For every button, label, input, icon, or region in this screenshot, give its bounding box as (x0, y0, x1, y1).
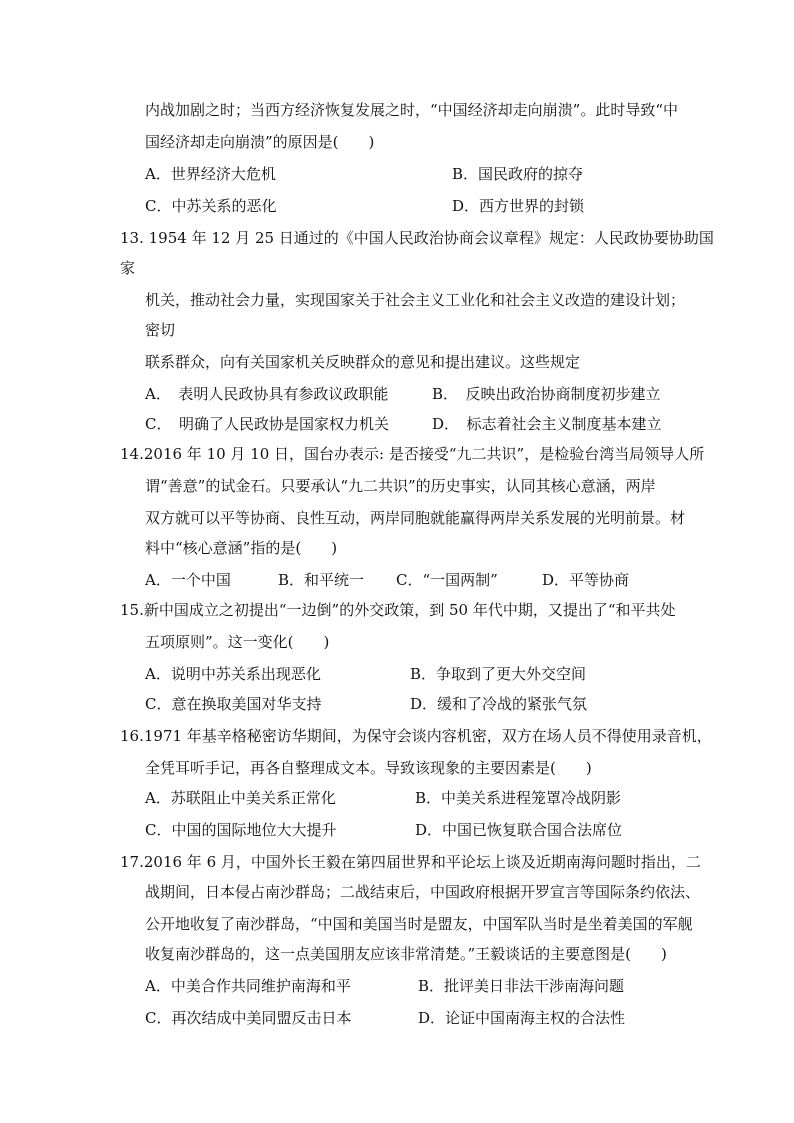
q13-option-d: D． 标志着社会主义制度基本建立 (432, 415, 662, 433)
q12-option-c: C．中苏关系的恶化 (145, 197, 277, 215)
q12-option-a: A．世界经济大危机 (145, 165, 276, 183)
q15-option-a: A．说明中苏关系出现恶化 (145, 665, 321, 683)
q16-stem-line-1: 16.1971 年基辛格秘密访华期间，为保守会谈内容机密，双方在场人员不得使用录音机， (120, 727, 712, 745)
q15-option-c: C．意在换取美国对华支持 (145, 695, 322, 713)
q14-stem-line-2: 谓“善意”的试金石。只要承认“九二共识”的历史事实，认同其核心意涵，两岸 (145, 477, 656, 495)
q12-stem-line-2: 国经济却走向崩溃”的原因是( ) (145, 133, 375, 151)
q16-option-b: B．中美关系进程笼罩冷战阴影 (415, 789, 622, 807)
q14-option-b: B．和平统一 (278, 571, 365, 589)
q14-option-d: D．平等协商 (542, 571, 630, 589)
q15-stem-line-2: 五项原则”。这一变化( ) (145, 633, 330, 651)
q17-stem-line-3: 公开地收复了南沙群岛，“中国和美国当时是盟友，中国军队当时是坐着美国的军舰 (145, 915, 693, 933)
q16-option-a: A．苏联阻止中美关系正常化 (145, 789, 336, 807)
q14-stem-line-1: 14.2016 年 10 月 10 日，国台办表示: 是否接受“九二共识”，是检验台湾当局领导人所 (120, 445, 705, 463)
q13-stem-line-1: 13. 1954 年 12 月 25 日通过的《中国人民政治协商会议章程》规定：人民政协要协助国 (120, 229, 714, 247)
q17-stem-line-4: 收复南沙群岛的，这一点美国朋友应该非常清楚。”王毅谈话的主要意图是( ) (145, 945, 667, 963)
q13-stem-line-5: 联系群众，向有关国家机关反映群众的意见和提出建议。这些规定 (145, 353, 581, 371)
q17-option-a: A．中美合作共同维护南海和平 (145, 977, 351, 995)
q15-option-b: B．争取到了更大外交空间 (410, 665, 587, 683)
q16-option-d: D．中国已恢复联合国合法席位 (415, 821, 623, 839)
q13-stem-line-4: 密切 (145, 321, 176, 339)
q13-option-b: B． 反映出政治协商制度初步建立 (432, 385, 661, 403)
q12-stem-line-1: 内战加剧之时；当西方经济恢复发展之时，“中国经济却走向崩溃”。此时导致“中 (145, 101, 679, 119)
q15-stem-line-1: 15.新中国成立之初提出“一边倒”的外交政策，到 50 年代中期，又提出了“和平共处 (120, 601, 676, 619)
q15-option-d: D．缓和了冷战的紧张气氛 (410, 695, 588, 713)
q12-option-b: B．国民政府的掠夺 (452, 165, 584, 183)
q13-stem-line-3: 机关，推动社会力量，实现国家关于社会主义工业化和社会主义改造的建设计划； (145, 291, 686, 309)
q13-option-a: A． 表明人民政协具有参政议政职能 (145, 385, 389, 403)
q14-stem-line-4: 料中“核心意涵”指的是( ) (145, 539, 338, 557)
q14-stem-line-3: 双方就可以平等协商、良性互动，两岸同胞就能赢得两岸关系发展的光明前景。材 (145, 509, 686, 527)
q17-stem-line-1: 17.2016 年 6 月，中国外长王毅在第四届世界和平论坛上谈及近期南海问题时指出，二 (120, 853, 701, 871)
q17-option-c: C．再次结成中美同盟反击日本 (145, 1009, 352, 1027)
q17-option-d: D．论证中国南海主权的合法性 (418, 1009, 626, 1027)
q13-option-c: C． 明确了人民政协是国家权力机关 (145, 415, 389, 433)
q14-option-c: C．“一国两制” (396, 571, 498, 589)
q14-option-a: A．一个中国 (145, 571, 231, 589)
q17-stem-line-2: 战期间，日本侵占南沙群岛；二战结束后，中国政府根据开罗宣言等国际条约依法、 (145, 883, 701, 901)
q12-option-d: D．西方世界的封锁 (452, 197, 585, 215)
q13-stem-line-2: 家 (120, 259, 136, 277)
q16-stem-line-2: 全凭耳听手记，再各自整理成文本。导致该现象的主要因素是( ) (145, 759, 592, 777)
q16-option-c: C．中国的国际地位大大提升 (145, 821, 337, 839)
q17-option-b: B．批评美日非法干涉南海问题 (418, 977, 625, 995)
